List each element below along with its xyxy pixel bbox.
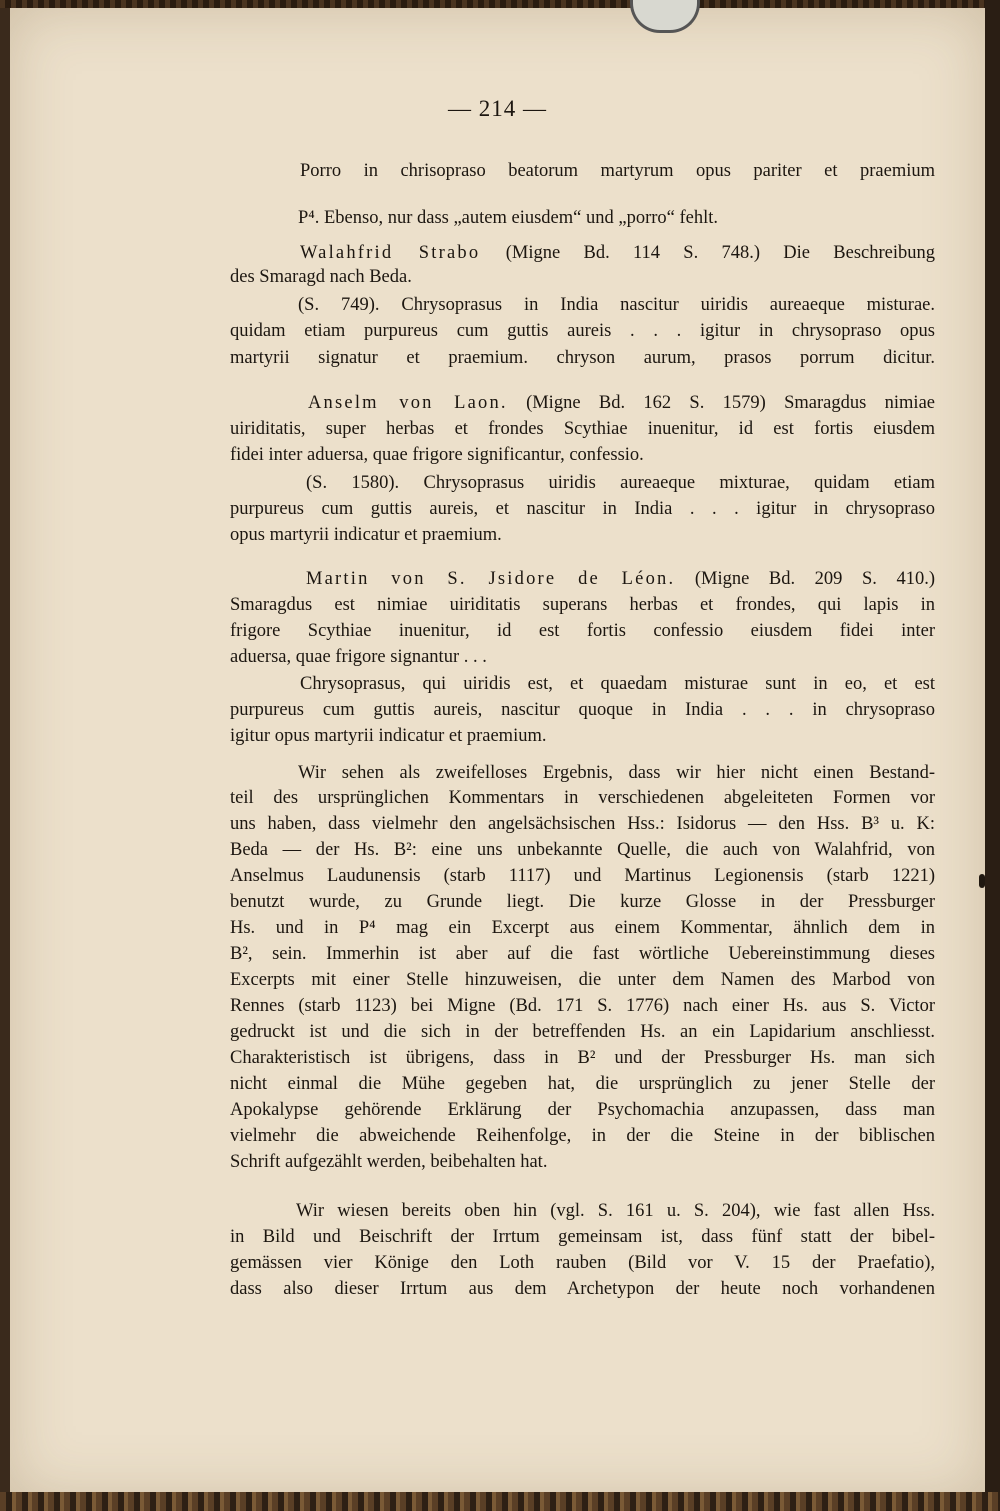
book-binding-bottom	[0, 1492, 1000, 1511]
text-line: frigore Scythiae inuenitur, id est fortis confessio eiusdem fidei inter	[230, 621, 935, 641]
text-line: gemässen vier Könige den Loth rauben (Bild vor V. 15 der Praefatio),	[230, 1253, 935, 1273]
text-line: gedruckt ist und die sich in der betreffenden Hs. an ein Lapidarium anschliesst.	[230, 1022, 935, 1042]
page-number: — 214 —	[448, 96, 547, 121]
text-line: Charakteristisch ist übrigens, dass in B² und der Pressburger Hs. man sich	[230, 1048, 935, 1068]
text-line: Beda — der Hs. B²: eine uns unbekannte Quelle, die auch von Walahfrid, von	[230, 840, 935, 860]
text-line: in Bild und Beischrift der Irrtum gemeinsam ist, dass fünf statt der bibel-	[230, 1227, 935, 1247]
text-line: Anselmus Laudunensis (starb 1117) und Martinus Legionensis (starb 1221)	[230, 866, 935, 886]
text-line: aduersa, quae frigore signantur . . .	[230, 647, 487, 667]
text-line: Schrift aufgezählt werden, beibehalten hat.	[230, 1152, 548, 1172]
text-line: uns haben, dass vielmehr den angelsächsischen Hss.: Isidorus — den Hss. B³ u. K:	[230, 814, 935, 834]
text-line: uiriditatis, super herbas et frondes Scythiae inuenitur, id est fortis eiusdem	[230, 419, 935, 439]
text-line: quidam etiam purpureus cum guttis aureis . . . igitur in chrysopraso opus	[230, 321, 935, 341]
text-line: B², sein. Immerhin ist aber auf die fast wörtliche Uebereinstimmung dieses	[230, 944, 935, 964]
text-line: Smaragdus est nimiae uiriditatis superans herbas et frondes, qui lapis in	[230, 595, 935, 615]
text-line: des Smaragd nach Beda.	[230, 267, 412, 287]
text-line: vielmehr die abweichende Reihenfolge, in der die Steine in der biblischen	[230, 1126, 935, 1146]
text-line: Hs. und in P⁴ mag ein Excerpt aus einem Kommentar, ähnlich dem in	[230, 918, 935, 938]
text-line: dass also dieser Irrtum aus dem Archetypon der heute noch vorhandenen	[230, 1279, 935, 1299]
text-line: igitur opus martyrii indicatur et praemium.	[230, 726, 547, 746]
text-line: teil des ursprünglichen Kommentars in verschiedenen abgeleiteten Formen vor	[230, 788, 935, 808]
text-line: Wir sehen als zweifelloses Ergebnis, dass wir hier nicht einen Bestand-	[298, 763, 935, 783]
text-line: benutzt wurde, zu Grunde liegt. Die kurze Glosse in der Pressburger	[230, 892, 935, 912]
text-line: (S. 1580). Chrysoprasus uiridis aureaeque mixturae, quidam etiam	[306, 473, 935, 493]
text-line: Chrysoprasus, qui uiridis est, et quaedam misturae sunt in eo, et est	[300, 674, 935, 694]
text-line: P⁴. Ebenso, nur dass „autem eiusdem“ und „porro“ fehlt.	[298, 208, 719, 228]
text-line: purpureus cum guttis aureis, nascitur quoque in India . . . in chrysopraso	[230, 700, 935, 720]
text-line: Martin von S. Jsidore de Léon. (Migne Bd. 209 S. 410.)	[306, 569, 935, 589]
text-line: Walahfrid Strabo (Migne Bd. 114 S. 748.) Die Beschreibung	[300, 243, 935, 263]
text-line: Wir wiesen bereits oben hin (vgl. S. 161 u. S. 204), wie fast allen Hss.	[296, 1201, 935, 1221]
text-line: opus martyrii indicatur et praemium.	[230, 525, 502, 545]
text-line: fidei inter aduersa, quae frigore significantur, confessio.	[230, 445, 644, 465]
book-page	[10, 8, 985, 1498]
text-line: purpureus cum guttis aureis, et nascitur in India . . . igitur in chrysopraso	[230, 499, 935, 519]
text-line: (S. 749). Chrysoprasus in India nascitur uiridis aureaeque misturae.	[298, 295, 935, 315]
book-binding-top	[0, 0, 1000, 8]
text-line: Excerpts mit einer Stelle hinzuweisen, die unter dem Namen des Marbod von	[230, 970, 935, 990]
book-edge	[985, 0, 1000, 1511]
text-line: Anselm von Laon. (Migne Bd. 162 S. 1579) Smaragdus nimiae	[308, 393, 935, 413]
text-line: nicht einmal die Mühe gegeben hat, die ursprünglich zu jener Stelle der	[230, 1074, 935, 1094]
text-line: Rennes (starb 1123) bei Migne (Bd. 171 S. 1776) nach einer Hs. aus S. Victor	[230, 996, 935, 1016]
text-line: Porro in chrisopraso beatorum martyrum opus pariter et praemium	[300, 161, 935, 181]
text-line: martyrii signatur et praemium. chryson aurum, prasos porrum dicitur.	[230, 348, 935, 368]
text-line: Apokalypse gehörende Erklärung der Psychomachia anzupassen, dass man	[230, 1100, 935, 1120]
